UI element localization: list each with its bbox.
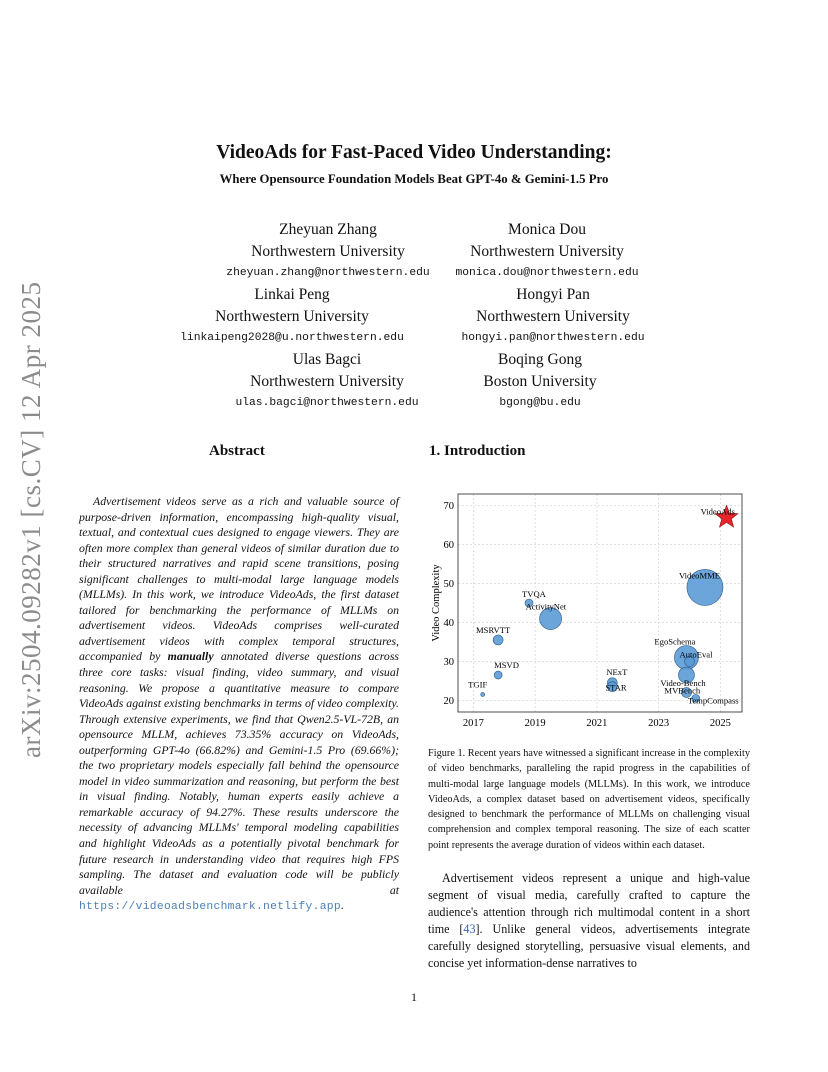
paper-subtitle: Where Opensource Foundation Models Beat GPT-4o & Gemini-1.5 Pro — [219, 172, 609, 186]
x-tick-label: 2019 — [524, 718, 546, 729]
author-name: Ulas Bagci — [292, 351, 362, 368]
figure-caption: Figure 1. Recent years have witnessed a significant increase in the complexity of video benchmarks, paralleling the rapid progress in the capabilities of multi-modal large language models (MLLMs). In this work, we introduce VideoAds, a complex dataset based on advertisement videos, specifically designed to benchmark the performance of MLLMs on challenging visual comprehension and complex temporal reasoning. The size of each scatter point represents the average duration of videos within each dataset. — [428, 748, 750, 851]
scatter-point — [481, 692, 485, 696]
y-tick-label: 60 — [443, 540, 454, 552]
y-tick-label: 70 — [443, 501, 454, 513]
author-affiliation: Northwestern University — [476, 308, 630, 325]
author-affiliation: Northwestern University — [250, 373, 404, 390]
introduction-heading: 1. Introduction — [429, 443, 526, 459]
author-name: Hongyi Pan — [516, 286, 590, 303]
author-email: bgong@bu.edu — [499, 397, 581, 409]
point-label: NExT — [606, 666, 628, 677]
author-block — [403, 284, 703, 348]
abstract-text-part: annotated diverse questions across three core tasks: visual finding, video summary, and visual reasoning. We propose a quantitative measure to compare VideoAds against existing benchmarks in terms of video complexity. Through extensive experiments, we find that Qwen2.5-VL-72B, an opensource MLLM, achieves 73.35% accuracy on VideoAds, outperforming GPT-4o (66.82%) and Gemini-1.5 Pro (69.66%); the two proprietary models especially fall behind the opensource model in video summarization and reasoning, but perform the best in visual finding. Notably, human experts easily achieve a remarkable accuracy of 94.27%. These results underscore the necessity of advancing MLLMs' temporal modeling capabilities and highlight VideoAds as a potentially pivotal benchmark for future research in understanding video that requires high FPS sampling. The dataset and evaluation code will be publicly available at — [79, 649, 399, 897]
y-tick-label: 50 — [443, 579, 454, 591]
author-email: monica.dou@northwestern.edu — [455, 267, 639, 279]
point-label: TGIF — [468, 679, 488, 690]
author-name: Boqing Gong — [498, 351, 582, 368]
arxiv-identifier: arXiv:2504.09282v1 [cs.CV] 12 Apr 2025 — [16, 281, 46, 759]
point-label: MSRVTT — [476, 624, 511, 635]
chart-point-labels — [468, 506, 739, 705]
point-label: TempCompass — [687, 695, 739, 706]
author-email: hongyi.pan@northwestern.edu — [461, 332, 645, 344]
author-email: ulas.bagci@northwestern.edu — [235, 397, 419, 409]
point-label: Video-Bench — [660, 678, 706, 689]
intro-text-part: ]. Unlike general videos, advertisements integrate carefully designed storytelling, persuasive visual elements, and concise yet information-dense narratives to — [428, 922, 750, 970]
author-block — [390, 349, 690, 413]
abstract-emphasis: manually — [167, 649, 214, 664]
author-block — [397, 219, 697, 283]
author-affiliation: Boston University — [483, 373, 597, 390]
abstract-heading: Abstract — [209, 443, 265, 459]
author-affiliation: Northwestern University — [215, 308, 369, 325]
point-label: STAR — [605, 682, 627, 693]
point-label: MSVD — [494, 660, 519, 671]
x-tick-label: 2017 — [462, 718, 484, 729]
x-tick-label: 2023 — [648, 718, 670, 729]
author-affiliation: Northwestern University — [470, 243, 624, 260]
dataset-url-link[interactable]: https://videoadsbenchmark.netlify.app — [79, 901, 341, 914]
author-name: Monica Dou — [508, 221, 586, 238]
point-label: AutoEval — [679, 649, 713, 660]
abstract-text-end: . — [340, 898, 344, 913]
author-email: linkaipeng2028@u.northwestern.edu — [180, 332, 404, 344]
point-label: TVQA — [522, 589, 546, 599]
y-tick-label: 30 — [443, 656, 454, 668]
point-label: ActivityNet — [525, 601, 567, 612]
scatter-point — [493, 635, 503, 645]
point-label: EgoSchema — [654, 636, 696, 647]
point-label: VideoAds — [700, 506, 735, 517]
point-label: VideoMME — [678, 570, 720, 581]
scatter-point — [494, 671, 502, 679]
abstract-text-part: Advertisement videos serve as a rich and valuable source of purpose-driven information, encompassing high-quality visual, textual, and contextual cues designed to engage viewers. They are often more complex than general videos of similar duration due to their structured narratives and rapid scene transitions, posing significant challenges to multi-modal large language models (MLLMs). In this work, we introduce VideoAds, the first dataset tailored for benchmarking the performance of MLLMs on advertisement videos. VideoAds comprises well-curated advertisement videos with complex temporal structures, accompanied by — [79, 494, 399, 664]
y-tick-label: 20 — [443, 695, 454, 707]
author-name: Zheyuan Zhang — [279, 221, 377, 238]
author-affiliation: Northwestern University — [251, 243, 405, 260]
citation-link[interactable]: 43 — [463, 922, 476, 936]
abstract-body — [79, 494, 399, 916]
author-email: zheyuan.zhang@northwestern.edu — [226, 267, 430, 279]
page-number: 1 — [411, 990, 417, 1004]
intro-text-part: Advertisement videos represent a unique and high-value segment of visual media, carefully crafted to capture the audience's attention through rich multimodal content in a short time [ — [428, 871, 750, 936]
benchmark-complexity-chart — [428, 490, 750, 736]
author-name: Linkai Peng — [254, 286, 330, 303]
paper-title: VideoAds for Fast-Paced Video Understanding: — [216, 142, 612, 163]
y-axis-label: Video Complexity — [431, 564, 442, 642]
y-tick-label: 40 — [443, 617, 454, 629]
introduction-body — [428, 870, 750, 972]
x-tick-label: 2025 — [709, 718, 731, 729]
author-block — [142, 284, 442, 348]
x-tick-label: 2021 — [586, 718, 608, 729]
point-label: MVBench — [664, 685, 701, 696]
